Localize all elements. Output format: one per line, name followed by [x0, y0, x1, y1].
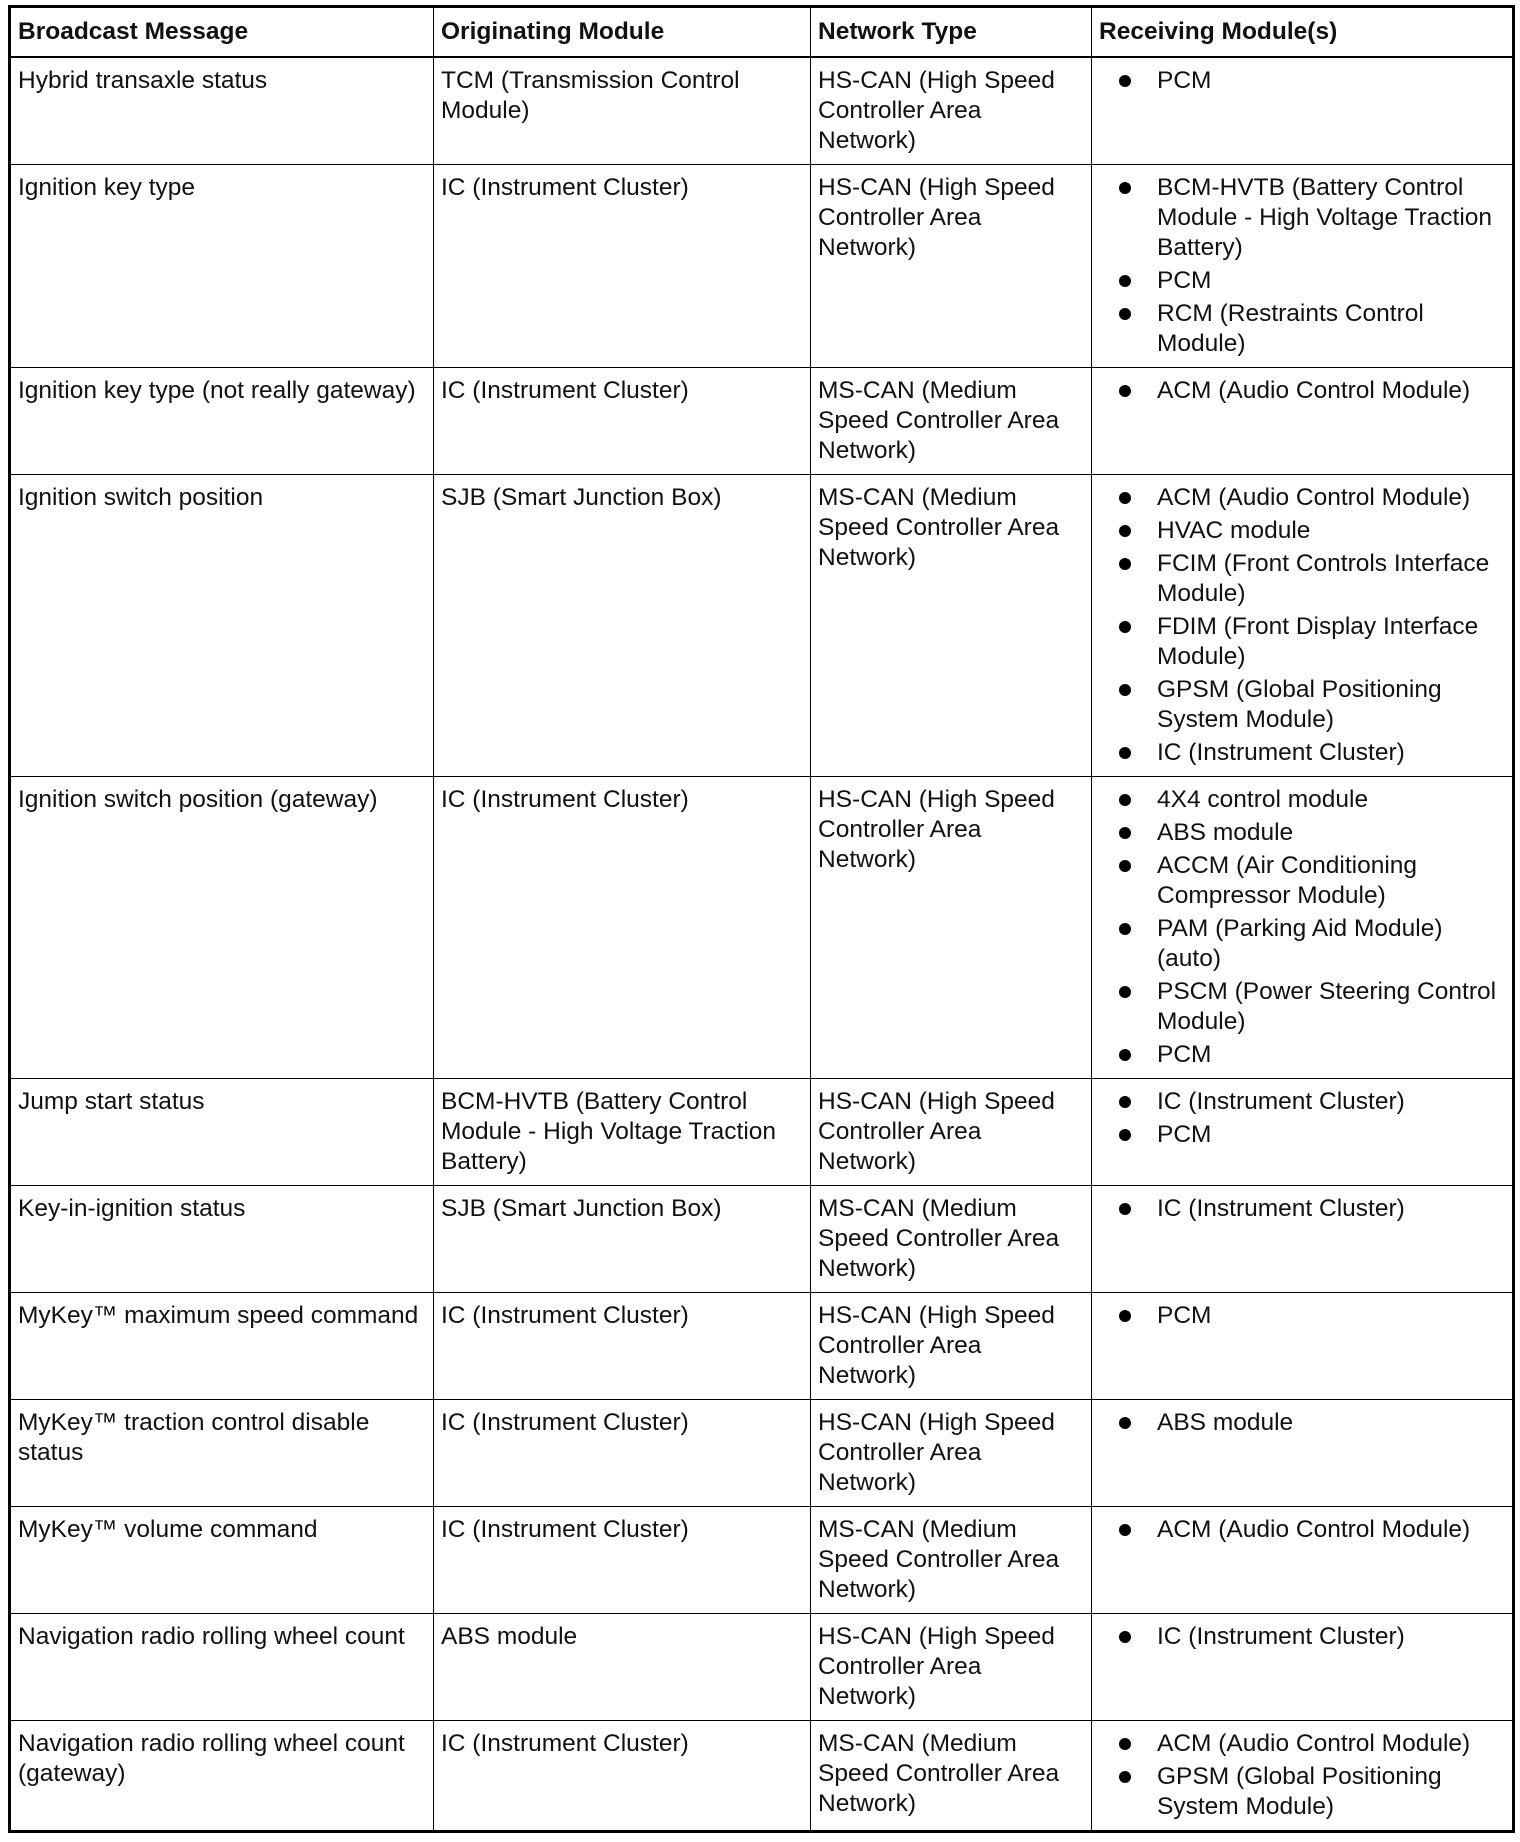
table-row — [10, 1614, 1514, 1721]
list-item — [1099, 612, 1505, 672]
broadcast-message-cell: Ignition key type (not really gateway) — [10, 368, 434, 475]
receiving-module-label: ACCM (Air Conditioning Compressor Module) — [1157, 852, 1418, 909]
originating-module-cell: SJB (Smart Junction Box) — [434, 1186, 811, 1293]
list-item — [1099, 376, 1505, 406]
bullet-icon — [1119, 75, 1131, 87]
originating-module-cell: SJB (Smart Junction Box) — [434, 475, 811, 777]
broadcast-message-cell: Key-in-ignition status — [10, 1186, 434, 1293]
table-row — [10, 475, 1514, 777]
list-item — [1099, 1408, 1505, 1438]
bullet-icon — [1119, 621, 1131, 633]
receiving-modules-cell — [1092, 1186, 1514, 1293]
network-type-cell: HS-CAN (High Speed Controller Area Network) — [811, 57, 1092, 165]
bullet-icon — [1119, 492, 1131, 504]
bullet-icon — [1119, 1096, 1131, 1108]
bullet-icon — [1119, 1203, 1131, 1215]
receiving-module-label: GPSM (Global Positioning System Module) — [1157, 1763, 1442, 1820]
broadcast-message-cell: MyKey™ traction control disable status — [10, 1400, 434, 1507]
originating-module-cell: TCM (Transmission Control Module) — [434, 57, 811, 165]
receiving-modules-cell — [1092, 368, 1514, 475]
originating-module-cell: IC (Instrument Cluster) — [434, 1400, 811, 1507]
receiving-module-label: ACM (Audio Control Module) — [1157, 377, 1471, 404]
list-item — [1099, 1040, 1505, 1070]
receiving-module-label: PCM — [1157, 267, 1212, 294]
broadcast-message-cell: Hybrid transaxle status — [10, 57, 434, 165]
originating-module-cell: IC (Instrument Cluster) — [434, 1721, 811, 1832]
table-row — [10, 777, 1514, 1079]
originating-module-cell: IC (Instrument Cluster) — [434, 777, 811, 1079]
broadcast-message-cell: Jump start status — [10, 1079, 434, 1186]
bullet-icon — [1119, 794, 1131, 806]
receiving-module-label: ABS module — [1157, 1409, 1294, 1436]
header-originating-module: Originating Module — [434, 7, 811, 58]
list-item — [1099, 483, 1505, 513]
bullet-icon — [1119, 558, 1131, 570]
receiving-modules-list — [1099, 1408, 1505, 1438]
list-item — [1099, 851, 1505, 911]
receiving-module-label: FCIM (Front Controls Interface Module) — [1157, 550, 1490, 607]
table-row — [10, 165, 1514, 368]
network-type-cell: HS-CAN (High Speed Controller Area Network) — [811, 777, 1092, 1079]
broadcast-message-cell: MyKey™ maximum speed command — [10, 1293, 434, 1400]
table-row — [10, 1400, 1514, 1507]
receiving-modules-list — [1099, 1515, 1505, 1545]
receiving-module-label: IC (Instrument Cluster) — [1157, 1623, 1405, 1650]
bullet-icon — [1119, 1310, 1131, 1322]
list-item — [1099, 1194, 1505, 1224]
list-item — [1099, 1301, 1505, 1331]
receiving-module-label: PAM (Parking Aid Module) (auto) — [1157, 915, 1443, 972]
list-item — [1099, 1515, 1505, 1545]
receiving-modules-list — [1099, 376, 1505, 406]
bullet-icon — [1119, 827, 1131, 839]
receiving-modules-cell — [1092, 1293, 1514, 1400]
broadcast-message-table — [8, 5, 1515, 1833]
receiving-module-label: PCM — [1157, 67, 1212, 94]
header-row — [10, 7, 1514, 58]
receiving-modules-cell — [1092, 1614, 1514, 1721]
bullet-icon — [1119, 1631, 1131, 1643]
receiving-module-label: PCM — [1157, 1302, 1212, 1329]
receiving-modules-cell — [1092, 1079, 1514, 1186]
receiving-modules-list — [1099, 1622, 1505, 1652]
bullet-icon — [1119, 1049, 1131, 1061]
receiving-modules-list — [1099, 1087, 1505, 1150]
list-item — [1099, 66, 1505, 96]
receiving-modules-list — [1099, 785, 1505, 1070]
bullet-icon — [1119, 385, 1131, 397]
bullet-icon — [1119, 308, 1131, 320]
list-item — [1099, 738, 1505, 768]
network-type-cell: HS-CAN (High Speed Controller Area Network) — [811, 165, 1092, 368]
bullet-icon — [1119, 1129, 1131, 1141]
receiving-module-label: ACM (Audio Control Module) — [1157, 484, 1471, 511]
header-receiving-modules: Receiving Module(s) — [1092, 7, 1514, 58]
receiving-module-label: PCM — [1157, 1121, 1212, 1148]
bullet-icon — [1119, 525, 1131, 537]
table-row — [10, 1186, 1514, 1293]
broadcast-message-cell: Navigation radio rolling wheel count — [10, 1614, 434, 1721]
receiving-modules-cell — [1092, 475, 1514, 777]
broadcast-message-cell: Navigation radio rolling wheel count (gateway) — [10, 1721, 434, 1832]
header-broadcast-message: Broadcast Message — [10, 7, 434, 58]
table-row — [10, 1721, 1514, 1832]
receiving-module-label: ACM (Audio Control Module) — [1157, 1516, 1471, 1543]
receiving-modules-cell — [1092, 57, 1514, 165]
bullet-icon — [1119, 923, 1131, 935]
list-item — [1099, 914, 1505, 974]
receiving-module-label: FDIM (Front Display Interface Module) — [1157, 613, 1479, 670]
bullet-icon — [1119, 986, 1131, 998]
table-row — [10, 1079, 1514, 1186]
originating-module-cell: IC (Instrument Cluster) — [434, 1293, 811, 1400]
table-row — [10, 368, 1514, 475]
receiving-modules-cell — [1092, 1721, 1514, 1832]
receiving-modules-cell — [1092, 1507, 1514, 1614]
bullet-icon — [1119, 1738, 1131, 1750]
receiving-modules-list — [1099, 1729, 1505, 1822]
table-body — [10, 57, 1514, 1832]
receiving-module-label: IC (Instrument Cluster) — [1157, 1088, 1405, 1115]
receiving-module-label: IC (Instrument Cluster) — [1157, 1195, 1405, 1222]
receiving-module-label: ACM (Audio Control Module) — [1157, 1730, 1471, 1757]
table-row — [10, 57, 1514, 165]
list-item — [1099, 1120, 1505, 1150]
broadcast-message-cell: Ignition switch position — [10, 475, 434, 777]
originating-module-cell: IC (Instrument Cluster) — [434, 368, 811, 475]
receiving-modules-list — [1099, 1301, 1505, 1331]
bullet-icon — [1119, 275, 1131, 287]
network-type-cell: HS-CAN (High Speed Controller Area Network) — [811, 1079, 1092, 1186]
list-item — [1099, 1622, 1505, 1652]
broadcast-message-cell: MyKey™ volume command — [10, 1507, 434, 1614]
list-item — [1099, 1087, 1505, 1117]
receiving-module-label: IC (Instrument Cluster) — [1157, 739, 1405, 766]
receiving-modules-list — [1099, 66, 1505, 96]
receiving-module-label: ABS module — [1157, 819, 1294, 846]
list-item — [1099, 549, 1505, 609]
network-type-cell: MS-CAN (Medium Speed Controller Area Network) — [811, 475, 1092, 777]
receiving-module-label: HVAC module — [1157, 517, 1311, 544]
receiving-module-label: 4X4 control module — [1157, 786, 1369, 813]
bullet-icon — [1119, 1524, 1131, 1536]
originating-module-cell: IC (Instrument Cluster) — [434, 165, 811, 368]
receiving-modules-list — [1099, 483, 1505, 768]
table-row — [10, 1293, 1514, 1400]
receiving-module-label: RCM (Restraints Control Module) — [1157, 300, 1424, 357]
list-item — [1099, 675, 1505, 735]
bullet-icon — [1119, 182, 1131, 194]
network-type-cell: HS-CAN (High Speed Controller Area Network) — [811, 1614, 1092, 1721]
bullet-icon — [1119, 1417, 1131, 1429]
network-type-cell: MS-CAN (Medium Speed Controller Area Network) — [811, 368, 1092, 475]
network-type-cell: MS-CAN (Medium Speed Controller Area Network) — [811, 1507, 1092, 1614]
originating-module-cell: ABS module — [434, 1614, 811, 1721]
bullet-icon — [1119, 1771, 1131, 1783]
list-item — [1099, 1762, 1505, 1822]
broadcast-message-cell: Ignition switch position (gateway) — [10, 777, 434, 1079]
document-page — [8, 5, 1512, 1833]
list-item — [1099, 785, 1505, 815]
network-type-cell: HS-CAN (High Speed Controller Area Network) — [811, 1293, 1092, 1400]
receiving-modules-cell — [1092, 165, 1514, 368]
receiving-module-label: PCM — [1157, 1041, 1212, 1068]
list-item — [1099, 516, 1505, 546]
network-type-cell: HS-CAN (High Speed Controller Area Network) — [811, 1400, 1092, 1507]
network-type-cell: MS-CAN (Medium Speed Controller Area Network) — [811, 1721, 1092, 1832]
network-type-cell: MS-CAN (Medium Speed Controller Area Network) — [811, 1186, 1092, 1293]
list-item — [1099, 818, 1505, 848]
list-item — [1099, 977, 1505, 1037]
receiving-modules-cell — [1092, 1400, 1514, 1507]
list-item — [1099, 266, 1505, 296]
originating-module-cell: BCM-HVTB (Battery Control Module - High Voltage Traction Battery) — [434, 1079, 811, 1186]
receiving-module-label: BCM-HVTB (Battery Control Module - High Voltage Traction Battery) — [1157, 174, 1493, 261]
receiving-modules-cell — [1092, 777, 1514, 1079]
list-item — [1099, 1729, 1505, 1759]
bullet-icon — [1119, 860, 1131, 872]
table-row — [10, 1507, 1514, 1614]
header-network-type: Network Type — [811, 7, 1092, 58]
list-item — [1099, 173, 1505, 263]
bullet-icon — [1119, 684, 1131, 696]
bullet-icon — [1119, 747, 1131, 759]
receiving-modules-list — [1099, 1194, 1505, 1224]
broadcast-message-cell: Ignition key type — [10, 165, 434, 368]
receiving-module-label: PSCM (Power Steering Control Module) — [1157, 978, 1497, 1035]
receiving-module-label: GPSM (Global Positioning System Module) — [1157, 676, 1442, 733]
receiving-modules-list — [1099, 173, 1505, 359]
list-item — [1099, 299, 1505, 359]
originating-module-cell: IC (Instrument Cluster) — [434, 1507, 811, 1614]
